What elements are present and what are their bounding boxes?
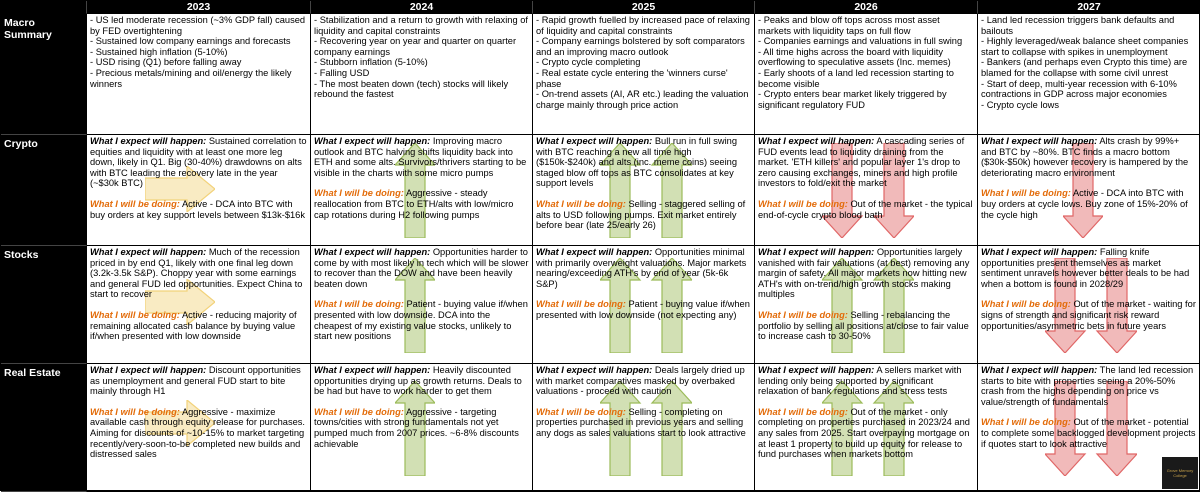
doing-paragraph xyxy=(536,199,751,231)
macro-bullet: - Crypto cycle completing xyxy=(536,57,751,68)
doing-paragraph xyxy=(981,417,1197,449)
expect-label: What I expect will happen: xyxy=(314,365,431,375)
year-header: 2026 xyxy=(755,1,978,14)
plan-cell xyxy=(87,135,311,246)
macro-bullet: - Start of deep, multi-year recession with 6-10% contractions in GDP across major economies xyxy=(981,79,1197,100)
expect-text: Bull run in full swing with BTC reaching a new all time high ($150k-$240k) and alts (inc. meme coins) seeing staged blow off tops as BTC consolidates at key support levels xyxy=(536,136,738,189)
doing-paragraph xyxy=(90,199,307,220)
macro-cell xyxy=(533,14,755,135)
expect-paragraph xyxy=(981,136,1197,178)
year-header: 2027 xyxy=(978,1,1200,14)
doing-text: Out of the market - potential to complete some backlogged development projects if quotes start to look attractive xyxy=(981,417,1196,449)
year-header: 2023 xyxy=(87,1,311,14)
expect-label: What I expect will happen: xyxy=(981,136,1098,146)
expect-label: What I expect will happen: xyxy=(314,247,431,257)
doing-label: What I will be doing: xyxy=(536,198,626,209)
plan-cell xyxy=(311,246,533,364)
doing-paragraph xyxy=(981,188,1197,220)
macro-bullet: - Companies earnings and valuations in full swing xyxy=(758,36,974,47)
doing-text: Active - reducing majority of remaining allocated cash balance by buying value if/when presented with low downside xyxy=(90,309,297,342)
expect-text: Opportunities minimal with primarily overweight valuations. Major markets nearing/exceeding ATH's by end of year (5k-6k S&P) xyxy=(536,247,747,289)
macro-bullet: - Real estate cycle entering the 'winners curse' phase xyxy=(536,68,751,89)
expect-text: Improving macro outlook and BTC halving shifts liquidity back into ETH and some alts. Survivors/thrivers starting to be visible in the charts with some micro pumps xyxy=(314,136,527,178)
doing-label: What I will be doing: xyxy=(981,417,1071,428)
doing-paragraph xyxy=(758,407,974,460)
doing-label: What I will be doing: xyxy=(90,198,180,209)
doing-paragraph xyxy=(314,299,529,341)
doing-label: What I will be doing: xyxy=(758,406,848,417)
doing-text: Out of the market - only completing on properties purchased in 2023/24 and any sales from 2025. Start overpaying mortgage on at least 1 property to build up equity for release to fund purchases when markets bottom xyxy=(758,406,970,460)
plan-cell xyxy=(87,364,311,492)
expect-text: A sellers market with lending only being supported by significant relaxation of bank regulations and stress tests xyxy=(758,365,962,397)
doing-label: What I will be doing: xyxy=(314,188,404,199)
expect-label: What I expect will happen: xyxy=(758,247,875,257)
expect-label: What I expect will happen: xyxy=(758,365,875,375)
macro-bullet: - Rapid growth fuelled by increased pace of relaxing of liquidity and capital constraints xyxy=(536,15,751,36)
expect-label: What I expect will happen: xyxy=(536,365,653,375)
macro-bullet: - Highly leveraged/weak balance sheet companies start to collapse with spikes in unemployment xyxy=(981,36,1197,57)
doing-text: Selling - completing on properties purchased in previous years and selling any dogs as sales valuations start to look attractive xyxy=(536,406,746,438)
doing-text: Out of the market - waiting for signs of strength and significant risk reward opportunities/asymmetric bets in future years xyxy=(981,299,1196,331)
expect-label: What I expect will happen: xyxy=(314,136,431,146)
expect-text: Much of the recession priced in by end Q1, likely with one final leg down (3.2k-3.5k S&P). Choppy year with some earnings and general FUD led opportunities. Expect China to start to recover xyxy=(90,247,303,300)
plan-cell xyxy=(978,246,1200,364)
expect-paragraph xyxy=(90,365,307,397)
macro-bullet: - US led moderate recession (~3% GDP fall) caused by FED overtightening xyxy=(90,15,307,36)
doing-label: What I will be doing: xyxy=(314,299,404,310)
doing-label: What I will be doing: xyxy=(536,299,626,310)
doing-label: What I will be doing: xyxy=(536,406,626,417)
expect-label: What I expect will happen: xyxy=(90,365,207,375)
macro-bullet: - Sustained low company earnings and forecasts xyxy=(90,36,307,47)
brand-logo: Grove Memory College xyxy=(1162,457,1198,489)
plan-cell xyxy=(533,135,755,246)
expect-label: What I expect will happen: xyxy=(90,136,207,146)
macro-bullet: - Falling USD xyxy=(314,68,529,79)
expect-text: Discount opportunities as unemployment and general FUD start to bite mainly through H1 xyxy=(90,365,301,397)
row-title-crypto: Crypto xyxy=(1,135,87,246)
expect-label: What I expect will happen: xyxy=(758,136,875,146)
plan-cell xyxy=(311,364,533,492)
expect-text: Falling knife opportunities present themselves as market sentiment unravels however better deals to be had when a bottom is found in 2028/29 xyxy=(981,247,1190,289)
doing-paragraph xyxy=(90,310,307,342)
doing-text: Active - DCA into BTC with buy orders at key support levels between $13k-$16k xyxy=(90,198,305,220)
expect-text: Deals largely dried up with market comparatives masked by overbaked valuations - proceed with caution xyxy=(536,365,745,397)
doing-text: Aggressive - maximize available cash through equity release for purchases. Aiming for discounts of ~10-15% to market targeting recently/very-soon-to-be completed new builds and distressed sales xyxy=(90,406,305,460)
expect-label: What I expect will happen: xyxy=(536,247,653,257)
expect-paragraph xyxy=(314,365,529,397)
doing-label: What I will be doing: xyxy=(981,188,1071,199)
macro-bullet: - Recovering year on year and quarter on quarter company earnings xyxy=(314,36,529,57)
row-title-stocks: Stocks xyxy=(1,246,87,364)
macro-cell xyxy=(755,14,978,135)
doing-text: Aggressive - targeting towns/cities with strong fundamentals not yet pumped much from 2007 prices. ~6-8% discounts achievable xyxy=(314,406,519,449)
macro-cell xyxy=(311,14,533,135)
doing-paragraph xyxy=(536,407,751,439)
doing-label: What I will be doing: xyxy=(90,406,180,417)
macro-bullet: - The most beaten down (tech) stocks will likely rebound the fastest xyxy=(314,79,529,100)
expect-text: A cascading series of FUD events lead to liquidity draining from the market. 'ETH killers' and popular layer 1's drop to zero causing exchanges, miners and high profile investors to fold/exit the market xyxy=(758,136,965,189)
macro-bullet: - All time highs across the board with liquidity overflowing to speculative assets (Inc. memes) xyxy=(758,47,974,68)
expect-text: Alts crash by 99%+ and BTC by ~80%. BTC finds a macro bottom ($30k-$50k) however recovery is hampered by the deteriorating macro environment xyxy=(981,136,1189,178)
plan-cell xyxy=(311,135,533,246)
year-header: 2025 xyxy=(533,1,755,14)
doing-text: Patient - buying value if/when presented with low downside. DCA into the cheapest of my existing value stocks, unlikely to start new positions xyxy=(314,299,528,342)
expect-paragraph xyxy=(981,365,1197,407)
doing-text: Selling - staggered selling of alts to USD following pumps. Exit market entirely before bear (late 25/early 26) xyxy=(536,198,746,231)
macro-bullet: - On-trend assets (AI, AR etc.) leading the valuation charge mainly through price action xyxy=(536,89,751,110)
macro-bullet: - Crypto cycle lows xyxy=(981,100,1197,111)
expect-paragraph xyxy=(536,136,751,189)
plan-cell xyxy=(755,364,978,492)
expect-label: What I expect will happen: xyxy=(536,136,653,146)
doing-label: What I will be doing: xyxy=(758,309,848,320)
macro-bullet: - Peaks and blow off tops across most asset markets with liquidity taps on full flow xyxy=(758,15,974,36)
doing-text: Out of the market - the typical end-of-cycle crypto blood bath xyxy=(758,198,973,220)
macro-bullet: - Precious metals/mining and oil/energy the likely winners xyxy=(90,68,307,89)
expect-text: The land led recession starts to bite with properties seeing a 20%-50% crash from the highs depending on price vs value/strength of fundamentals xyxy=(981,365,1194,407)
macro-bullet: - USD rising (Q1) before falling away xyxy=(90,57,307,68)
expect-text: Opportunities largely vanished with fair valuations (at best) removing any margin of safety. All major markets now hitting new ATH's with on-trend/high growth stocks making multiples xyxy=(758,247,970,300)
expect-paragraph xyxy=(758,365,974,397)
expect-paragraph xyxy=(981,247,1197,289)
doing-paragraph xyxy=(314,407,529,449)
macro-bullet: - Company earnings bolstered by soft comparators and an improving macro outlook xyxy=(536,36,751,57)
plan-cell xyxy=(978,135,1200,246)
macro-bullet: - Bankers (and perhaps even Crypto this time) are blamed for the collapse with some civil unrest xyxy=(981,57,1197,78)
macro-cell xyxy=(978,14,1200,135)
expect-text: Sustained correlation to equities and liquidity with at least one more leg down, likely in Q1. Big (30-40%) drawdowns on alts with BTC leading the recovery late in the year (~$30k BTC) xyxy=(90,136,307,189)
doing-label: What I will be doing: xyxy=(90,309,180,320)
year-header: 2024 xyxy=(311,1,533,14)
expect-paragraph xyxy=(314,247,529,289)
doing-label: What I will be doing: xyxy=(314,406,404,417)
doing-text: Aggressive - steady reallocation from BTC to ETH/alts with low/micro cap rotations during H2 following pumps xyxy=(314,188,514,220)
macro-bullet: - Stabilization and a return to growth with relaxing of liquidity and capital constraints xyxy=(314,15,529,36)
doing-paragraph xyxy=(758,199,974,220)
corner-header xyxy=(1,1,87,14)
expect-paragraph xyxy=(758,136,974,189)
expect-paragraph xyxy=(314,136,529,178)
expect-paragraph xyxy=(758,247,974,300)
expect-paragraph xyxy=(90,247,307,300)
plan-cell xyxy=(755,246,978,364)
row-title-real-estate: Real Estate xyxy=(1,364,87,492)
doing-paragraph xyxy=(314,188,529,220)
plan-cell xyxy=(533,364,755,492)
doing-text: Selling - rebalancing the portfolio by selling all positions at/close to fair value to increase cash to 30-50% xyxy=(758,309,969,342)
macro-bullet: - Early shoots of a land led recession starting to become visible xyxy=(758,68,974,89)
plan-cell xyxy=(978,364,1200,492)
plan-cell xyxy=(533,246,755,364)
expect-text: Opportunities harder to come by with most likely in tech which will be slower to recover than the DOW and have been heavily beaten down xyxy=(314,247,529,289)
expect-label: What I expect will happen: xyxy=(981,365,1098,375)
doing-text: Active - DCA into BTC with buy orders at cycle lows. Buy zone of 15%-20% of the cycle high xyxy=(981,188,1188,220)
macro-cell xyxy=(87,14,311,135)
expect-paragraph xyxy=(90,136,307,189)
macro-bullet: - Stubborn inflation (5-10%) xyxy=(314,57,529,68)
expect-paragraph xyxy=(536,247,751,289)
macro-bullet: - Crypto enters bear market likely triggered by significant regulatory FUD xyxy=(758,89,974,110)
plan-cell xyxy=(755,135,978,246)
doing-label: What I will be doing: xyxy=(758,198,848,209)
doing-paragraph xyxy=(536,299,751,320)
expect-label: What I expect will happen: xyxy=(981,247,1098,257)
macro-bullet: - Land led recession triggers bank defaults and bailouts xyxy=(981,15,1197,36)
doing-paragraph xyxy=(90,407,307,460)
expect-text: Heavily discounted opportunities drying up as growth returns. Deals to be had but have to work harder to get them xyxy=(314,365,522,397)
plan-cell xyxy=(87,246,311,364)
row-title-macro: Macro Summary xyxy=(1,14,87,135)
doing-label: What I will be doing: xyxy=(981,299,1071,310)
doing-paragraph xyxy=(758,310,974,342)
expect-label: What I expect will happen: xyxy=(90,247,207,257)
doing-text: Patient - buying value if/when presented with low downside (not expecting any) xyxy=(536,299,750,320)
expect-paragraph xyxy=(536,365,751,397)
macro-bullet: - Sustained high inflation (5-10%) xyxy=(90,47,307,58)
doing-paragraph xyxy=(981,299,1197,331)
